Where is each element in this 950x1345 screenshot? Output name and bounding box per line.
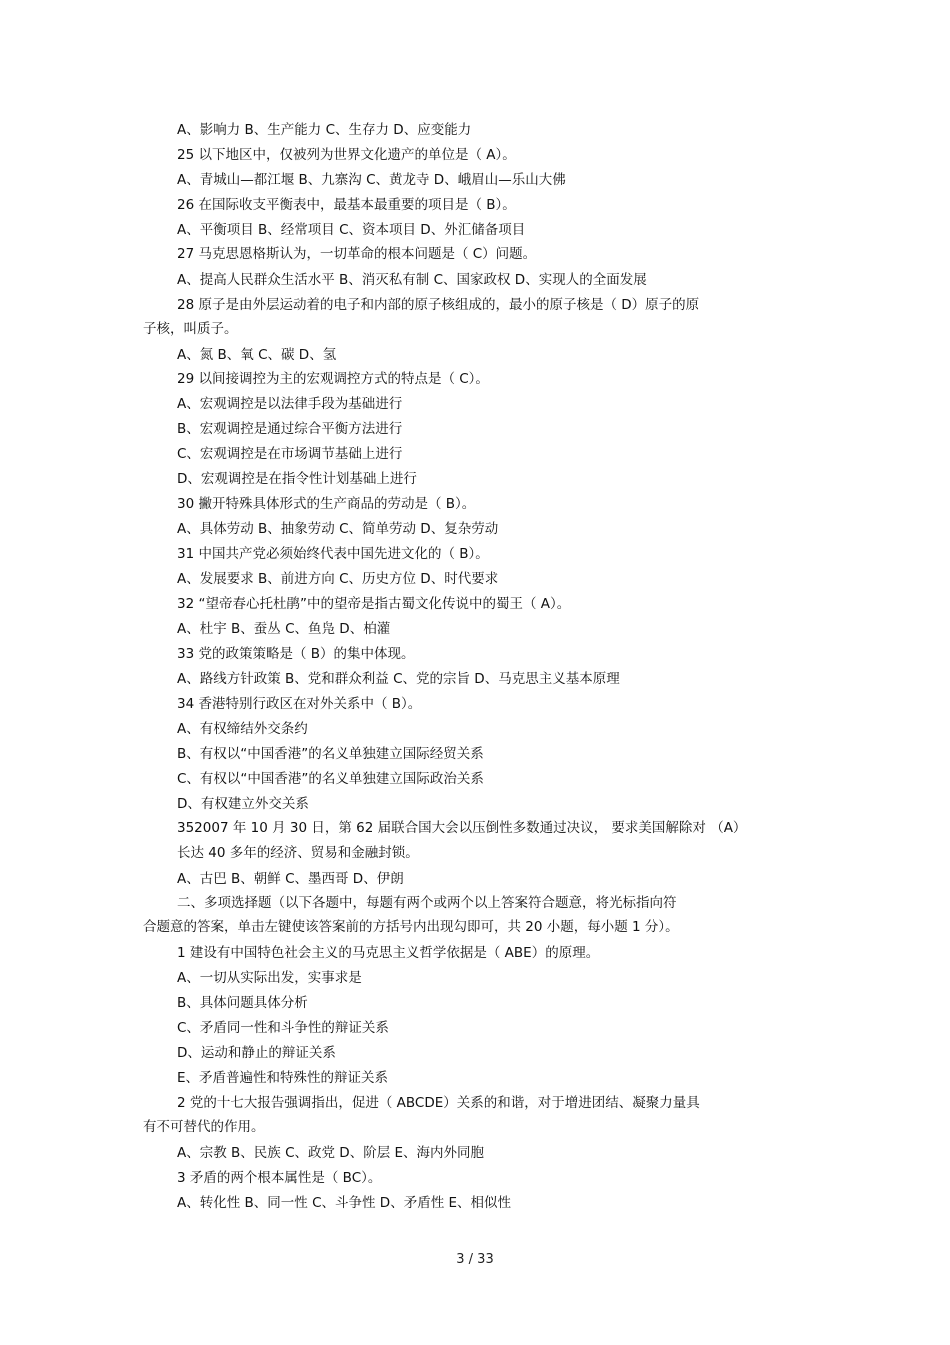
option-line: A、转化性 B、同一性 C、斗争性 D、矛盾性 E、相似性 (177, 1195, 512, 1211)
question-line-continued: 有不可替代的作用。 (143, 1119, 265, 1135)
option-line: A、青城山—都江堰 B、九寨沟 C、黄龙寺 D、峨眉山—乐山大佛 (177, 172, 566, 188)
option-line: A、平衡项目 B、经常项目 C、资本项目 D、外汇储备项目 (177, 222, 526, 238)
option-line: C、宏观调控是在市场调节基础上进行 (177, 446, 403, 462)
question-line: 31 中国共产党必须始终代表中国先进文化的（ B）。 (177, 546, 489, 562)
question-line: 352007 年 10 月 30 日，第 62 届联合国大会以压倒性多数通过决议， 要求美国解除对 （A） (177, 820, 747, 836)
option-line: A、发展要求 B、前进方向 C、历史方位 D、时代要求 (177, 571, 499, 587)
option-line: A、氮 B、氧 C、碳 D、氢 (177, 347, 337, 363)
option-line: A、一切从实际出发，实事求是 (177, 970, 362, 986)
option-line: C、矛盾同一性和斗争性的辩证关系 (177, 1020, 389, 1036)
option-line: B、宏观调控是通过综合平衡方法进行 (177, 421, 403, 437)
question-line: 26 在国际收支平衡表中，最基本最重要的项目是（ B）。 (177, 197, 516, 213)
option-line: D、有权建立外交关系 (177, 796, 309, 812)
question-line-continued: 子核，叫质子。 (143, 321, 238, 337)
question-line: 2 党的十七大报告强调指出，促进（ ABCDE）关系的和谐，对于增进团结、凝聚力量具 (177, 1095, 700, 1111)
option-line: C、有权以“中国香港”的名义单独建立国际政治关系 (177, 771, 484, 787)
option-line: B、具体问题具体分析 (177, 995, 308, 1011)
question-line: 33 党的政策策略是（ B）的集中体现。 (177, 646, 415, 662)
option-line: D、宏观调控是在指令性计划基础上进行 (177, 471, 417, 487)
question-line: 1 建设有中国特色社会主义的马克思主义哲学依据是（ ABE）的原理。 (177, 945, 600, 961)
option-line: B、有权以“中国香港”的名义单独建立国际经贸关系 (177, 746, 484, 762)
option-line: A、路线方针政策 B、党和群众利益 C、党的宗旨 D、马克思主义基本原理 (177, 671, 620, 687)
question-line: 30 撇开特殊具体形式的生产商品的劳动是（ B）。 (177, 496, 476, 512)
option-line: A、古巴 B、朝鲜 C、墨西哥 D、伊朗 (177, 871, 404, 887)
question-line-continued: 长达 40 多年的经济、贸易和金融封锁。 (177, 845, 419, 861)
option-line: A、提高人民群众生活水平 B、消灭私有制 C、国家政权 D、实现人的全面发展 (177, 272, 647, 288)
section-heading: 二、多项选择题（以下各题中，每题有两个或两个以上答案符合题意，将光标指向符 (177, 895, 677, 911)
option-line: E、矛盾普遍性和特殊性的辩证关系 (177, 1070, 389, 1086)
question-line: 28 原子是由外层运动着的电子和内部的原子核组成的，最小的原子核是（ D）原子的原 (177, 297, 700, 313)
option-line: D、运动和静止的辩证关系 (177, 1045, 336, 1061)
option-line: A、宏观调控是以法律手段为基础进行 (177, 396, 403, 412)
question-line: 25 以下地区中，仅被列为世界文化遗产的单位是（ A）。 (177, 147, 516, 163)
section-heading-continued: 合题意的答案，单击左键使该答案前的方括号内出现勾即可，共 20 小题，每小题 1 分）。 (143, 919, 679, 935)
option-line: A、影响力 B、生产能力 C、生存力 D、应变能力 (177, 122, 472, 138)
question-line: 32 “望帝春心托杜鹃”中的望帝是指古蜀文化传说中的蜀王（ A）。 (177, 596, 571, 612)
question-line: 29 以间接调控为主的宏观调控方式的特点是（ C）。 (177, 371, 489, 387)
question-line: 34 香港特别行政区在对外关系中（ B）。 (177, 696, 422, 712)
page-indicator: 3 / 33 (456, 1252, 494, 1267)
option-line: A、有权缔结外交条约 (177, 721, 308, 737)
question-line: 3 矛盾的两个根本属性是（ BC）。 (177, 1170, 382, 1186)
question-line: 27 马克思恩格斯认为，一切革命的根本问题是（ C）问题。 (177, 246, 537, 262)
option-line: A、具体劳动 B、抽象劳动 C、简单劳动 D、复杂劳动 (177, 521, 499, 537)
option-line: A、杜宇 B、蚕丛 C、鱼凫 D、柏灌 (177, 621, 391, 637)
option-line: A、宗教 B、民族 C、政党 D、阶层 E、海内外同胞 (177, 1145, 485, 1161)
